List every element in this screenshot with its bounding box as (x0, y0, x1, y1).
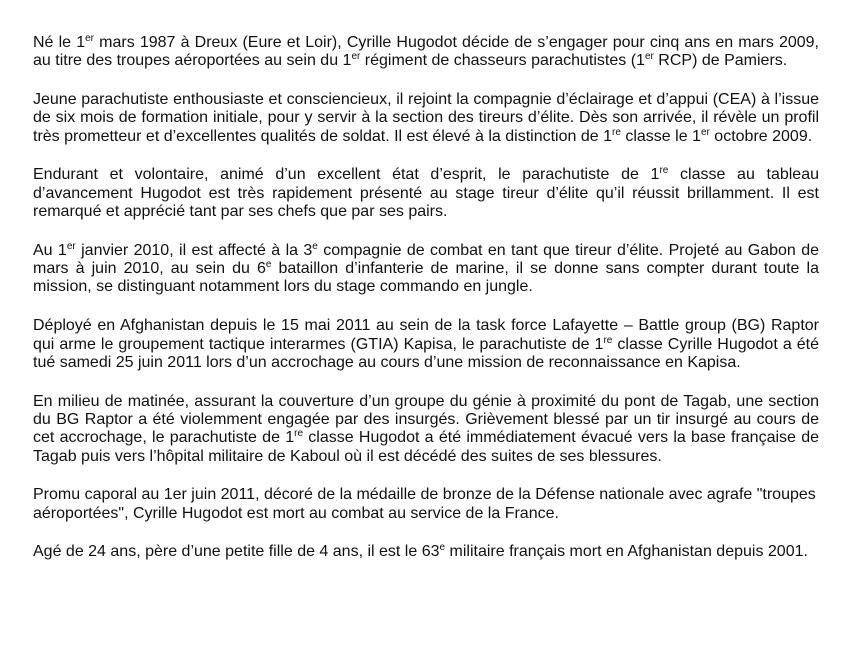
ordinal-superscript: re (603, 334, 613, 346)
text-run: RCP) de Pamiers. (653, 52, 788, 70)
ordinal-superscript: er (700, 126, 710, 138)
paragraph (33, 166, 819, 221)
text-run: janvier 2010, il est affecté à la 3 (75, 241, 313, 259)
text-run: octobre 2009. (709, 127, 813, 145)
ordinal-superscript: e (265, 259, 272, 271)
ordinal-superscript: e (439, 542, 446, 554)
ordinal-superscript: er (66, 240, 76, 252)
ordinal-superscript: re (612, 126, 621, 138)
paragraph (33, 543, 819, 561)
text-run: classe Hugodot a été immédiatement évacué vers la base française de Tagab puis vers l’hôpital militaire de Kaboul où il est décédé des suites de ses blessures. (33, 429, 819, 465)
text-run: bataillon d’infanterie de marine, il se donne sans compter durant toute la mission, se distinguant notamment lors du stage commando en jungle. (33, 260, 819, 296)
text-run: En milieu de matinée, assurant la couverture d’un groupe du génie à proximité du pont de Tagab, une section du BG Raptor a été violemment engagée par des insurgés. Grièvement blessé par un tir insurgé au cours de cet accrochage, le parachutiste de 1 (33, 392, 819, 447)
ordinal-superscript: er (85, 33, 95, 44)
paragraph (33, 486, 819, 523)
text-run: mars 1987 à Dreux (Eure et Loir), Cyrille Hugodot décide de s’engager pour cinq ans en mars 2009, au titre des troupes aéroportées au sein du 1 (33, 34, 819, 70)
ordinal-superscript: er (351, 51, 361, 63)
text-run: Déployé en Afghanistan depuis le 15 mai 2011 au sein de la task force Lafayette – Battle group (BG) Raptor qui arme le groupement tactique interarmes (GTIA) Kapisa, le parachutiste de 1 (33, 317, 819, 353)
paragraph (33, 91, 819, 146)
text-run: Jeune parachutiste enthousiaste et consciencieux, il rejoint la compagnie d’éclairage et d’appui (CEA) à l’issue de six mois de formation initiale, pour y servir à la section des tireurs d’élite. Dès son arrivée, il révèle un profil très prometteur et d’excellentes qualités de soldat. Il est élevé à la distinction de 1 (33, 91, 819, 145)
text-run: Agé de 24 ans, père d’une petite fille de 4 ans, il est le 63 (33, 543, 440, 561)
ordinal-superscript: re (659, 165, 669, 177)
ordinal-superscript: er (644, 51, 654, 63)
text-run: compagnie de combat en tant que tireur d’élite. Projeté au Gabon de mars à juin 2010, au sein du 6 (33, 241, 819, 278)
text-run: classe le 1 (620, 127, 701, 145)
paragraph (33, 317, 819, 372)
text-run: classe Cyrille Hugodot a été tué samedi 25 juin 2011 lors d’un accrochage au cours d’une mission de reconnaissance en Kapisa. (33, 335, 819, 371)
text-run: Né le 1 (33, 34, 86, 51)
ordinal-superscript: re (294, 428, 304, 440)
text-run: régiment de chasseurs parachutistes (1 (360, 52, 645, 70)
text-run: militaire français mort en Afghanistan depuis 2001. (445, 543, 808, 561)
document-body (33, 34, 819, 582)
text-run: classe au tableau d’avancement Hugodot est très rapidement présenté au stage tireur d’élite qu’il réussit brillamment. Il est remarqué et apprécié tant par ses chefs que par ses pairs. (33, 166, 820, 221)
paragraph (33, 242, 819, 297)
ordinal-superscript: e (312, 240, 318, 252)
paragraph (33, 34, 819, 71)
text-run: Au 1 (33, 241, 67, 259)
paragraph (33, 393, 819, 466)
text-run: Promu caporal au 1er juin 2011, décoré de la médaille de bronze de la Défense nationale avec agrafe "troupes aéroportées", Cyrille Hugodot est mort au combat au service de la France. (33, 486, 816, 522)
text-run: Endurant et volontaire, animé d’un excellent état d’esprit, le parachutiste de 1 (33, 166, 660, 184)
